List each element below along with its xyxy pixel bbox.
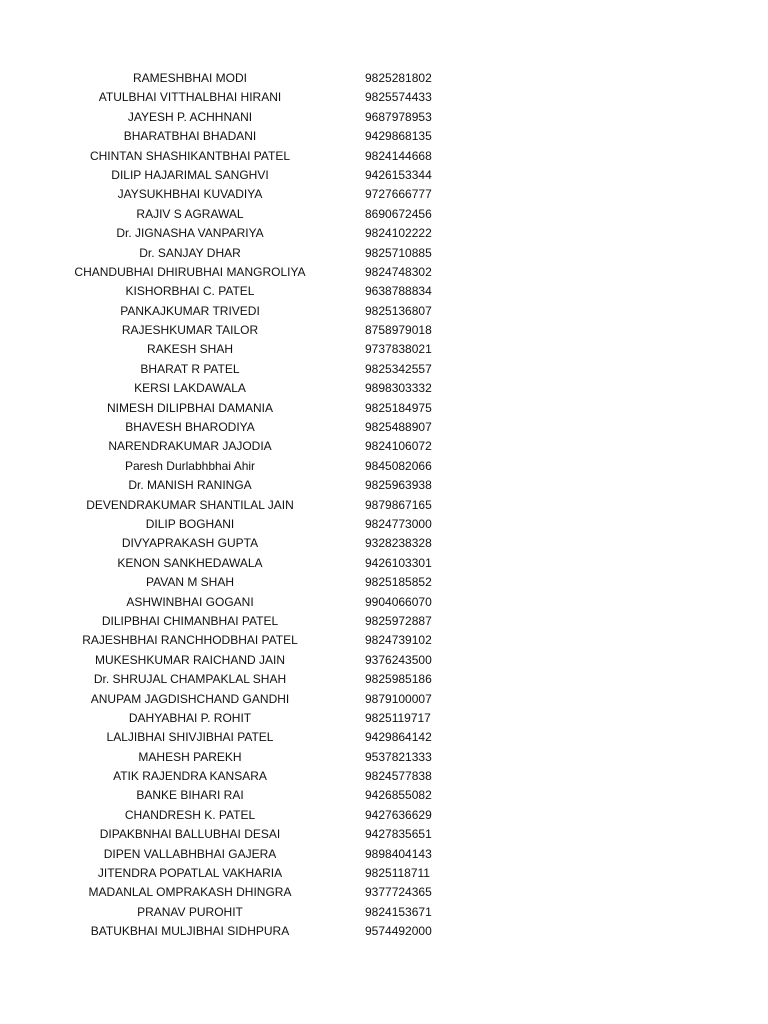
- contact-name: ATIK RAJENDRA KANSARA: [113, 769, 267, 784]
- list-item: [0, 845, 768, 864]
- contact-name: Paresh Durlabhbhai Ahir: [124, 458, 256, 473]
- list-item: [0, 69, 768, 88]
- list-item: [0, 709, 768, 728]
- list-item: [0, 340, 768, 359]
- list-item: [0, 108, 768, 127]
- list-item: [0, 864, 768, 883]
- contact-name: RAJIV S AGRAWAL: [136, 206, 244, 221]
- contact-name: NIMESH DILIPBHAI DAMANIA: [106, 400, 274, 415]
- contact-name: ATULBHAI VITTHALBHAI HIRANI: [98, 90, 282, 105]
- contact-phone: 9328238328: [365, 536, 432, 551]
- list-item: [0, 651, 768, 670]
- list-item: [0, 825, 768, 844]
- list-item: [0, 534, 768, 553]
- contact-name: BHARAT R PATEL: [140, 361, 240, 376]
- contact-name: BANKE BIHARI RAI: [136, 788, 244, 803]
- contact-name: CHINTAN SHASHIKANTBHAI PATEL: [89, 148, 291, 163]
- contact-name: PRANAV PUROHIT: [137, 904, 243, 919]
- contact-name: DIPEN VALLABHBHAI GAJERA: [103, 846, 277, 861]
- list-item: [0, 321, 768, 340]
- list-item: [0, 476, 768, 495]
- list-item: [0, 244, 768, 263]
- list-item: [0, 496, 768, 515]
- list-item: [0, 147, 768, 166]
- contact-phone: 9825574433: [365, 90, 432, 105]
- contact-phone: 9427636629: [365, 807, 432, 822]
- list-item: [0, 593, 768, 612]
- contact-name: RAMESHBHAI MODI: [132, 71, 247, 85]
- contact-name: MAHESH PAREKH: [138, 749, 242, 764]
- contact-phone: 9376243500: [365, 652, 432, 667]
- contact-phone: 9429864142: [365, 730, 432, 745]
- contact-phone: 9574492000: [365, 924, 432, 939]
- contact-name: CHANDRESH K. PATEL: [124, 807, 256, 822]
- contact-phone: 9825136807: [365, 303, 432, 318]
- contact-name: MUKESHKUMAR RAICHAND JAIN: [94, 652, 286, 667]
- contact-phone: 9825119717: [365, 710, 431, 725]
- list-item: [0, 282, 768, 301]
- contact-name: JITENDRA POPATLAL VAKHARIA: [97, 866, 283, 881]
- contact-phone: 9824577838: [365, 769, 432, 784]
- contact-phone: 9824739102: [365, 633, 432, 648]
- contact-name: DILIP BOGHANI: [145, 516, 235, 531]
- contact-name: Dr. SANJAY DHAR: [139, 245, 241, 260]
- list-item: [0, 437, 768, 456]
- contact-phone: 9427835651: [365, 827, 432, 842]
- list-item: [0, 903, 768, 922]
- contact-phone: 9825342557: [365, 361, 432, 376]
- list-item: [0, 88, 768, 107]
- contact-phone: 9825488907: [365, 420, 432, 435]
- contact-name: KISHORBHAI C. PATEL: [125, 284, 255, 299]
- list-item: [0, 127, 768, 146]
- contact-phone: 9426103301: [365, 555, 432, 570]
- contact-phone: 9426855082: [365, 788, 432, 803]
- contact-name: Dr. MANISH RANINGA: [128, 478, 252, 493]
- contact-phone: 9377724365: [365, 885, 432, 900]
- contact-phone: 9898303332: [365, 381, 432, 396]
- contact-phone: 9825281802: [365, 71, 432, 85]
- contact-name: PANKAJKUMAR TRIVEDI: [120, 303, 260, 318]
- list-item: [0, 379, 768, 398]
- contact-name: BHAVESH BHARODIYA: [125, 420, 255, 435]
- contact-name: DIVYAPRAKASH GUPTA: [121, 536, 259, 551]
- contact-phone: 9904066070: [365, 594, 432, 609]
- contact-phone: 9429868135: [365, 129, 432, 144]
- list-item: [0, 360, 768, 379]
- contact-phone: 9727666777: [365, 187, 432, 202]
- list-item: [0, 767, 768, 786]
- contact-name: KERSI LAKDAWALA: [134, 381, 246, 396]
- list-item: [0, 263, 768, 282]
- contact-name: ANUPAM JAGDISHCHAND GANDHI: [90, 691, 290, 706]
- contact-name: RAJESHKUMAR TAILOR: [121, 323, 259, 338]
- list-item: [0, 399, 768, 418]
- contact-phone: 9824106072: [365, 439, 432, 454]
- contact-phone: 8758979018: [365, 323, 432, 338]
- contact-name: PAVAN M SHAH: [145, 575, 234, 590]
- list-item: [0, 224, 768, 243]
- list-item: [0, 457, 768, 476]
- contact-phone: 9737838021: [365, 342, 432, 357]
- contact-name: DILIP HAJARIMAL SANGHVI: [111, 167, 269, 182]
- contact-phone: 9825985186: [365, 672, 432, 687]
- list-item: [0, 631, 768, 650]
- contact-phone: 9825185852: [365, 575, 432, 590]
- contact-name: DIPAKBNHAI BALLUBHAI DESAI: [99, 827, 281, 842]
- contact-name: KENON SANKHEDAWALA: [117, 555, 263, 570]
- contact-phone: 9426153344: [365, 167, 432, 182]
- list-item: [0, 515, 768, 534]
- contact-name: Dr. SHRUJAL CHAMPAKLAL SHAH: [93, 672, 287, 687]
- contact-name: NARENDRAKUMAR JAJODIA: [108, 439, 272, 454]
- list-item: [0, 166, 768, 185]
- contact-phone: 9687978953: [365, 109, 432, 124]
- list-item: [0, 806, 768, 825]
- contact-phone: 9898404143: [365, 846, 432, 861]
- contact-name: ASHWINBHAI GOGANI: [126, 594, 254, 609]
- contact-name: BATUKBHAI MULJIBHAI SIDHPURA: [90, 924, 290, 939]
- contact-phone: 9824144668: [365, 148, 432, 163]
- contact-name: DEVENDRAKUMAR SHANTILAL JAIN: [86, 497, 294, 512]
- contact-name: BHARATBHAI BHADANI: [123, 129, 257, 144]
- list-item: [0, 728, 768, 747]
- list-item: [0, 883, 768, 902]
- contact-list: [0, 69, 768, 942]
- contact-name: DAHYABHAI P. ROHIT: [128, 710, 252, 725]
- list-item: [0, 418, 768, 437]
- contact-phone: 9824748302: [365, 264, 432, 279]
- contact-phone: 9879100007: [365, 691, 432, 706]
- contact-phone: 9825118711: [365, 866, 430, 881]
- contact-name: DILIPBHAI CHIMANBHAI PATEL: [101, 613, 279, 628]
- contact-name: MADANLAL OMPRAKASH DHINGRA: [88, 885, 292, 900]
- contact-phone: 9825184975: [365, 400, 432, 415]
- contact-name: JAYESH P. ACHHNANI: [127, 109, 253, 124]
- list-item: [0, 554, 768, 573]
- contact-name: RAKESH SHAH: [146, 342, 234, 357]
- contact-phone: 9537821333: [365, 749, 432, 764]
- contact-phone: 9879867165: [365, 497, 432, 512]
- list-item: [0, 922, 768, 941]
- contact-phone: 9638788834: [365, 284, 432, 299]
- list-item: [0, 205, 768, 224]
- contact-name: Dr. JIGNASHA VANPARIYA: [116, 226, 264, 241]
- contact-name: JAYSUKHBHAI KUVADIYA: [117, 187, 263, 202]
- contact-phone: 9825710885: [365, 245, 432, 260]
- contact-phone: 9825963938: [365, 478, 432, 493]
- list-item: [0, 690, 768, 709]
- contact-phone: 9824102222: [365, 226, 432, 241]
- list-item: [0, 612, 768, 631]
- contact-name: LALJIBHAI SHIVJIBHAI PATEL: [106, 730, 274, 745]
- contact-phone: 9824153671: [365, 904, 432, 919]
- contact-phone: 9845082066: [365, 458, 432, 473]
- list-item: [0, 786, 768, 805]
- contact-phone: 9825972887: [365, 613, 432, 628]
- list-item: [0, 748, 768, 767]
- list-item: [0, 670, 768, 689]
- list-item: [0, 573, 768, 592]
- contact-phone: 9824773000: [365, 516, 432, 531]
- contact-name: CHANDUBHAI DHIRUBHAI MANGROLIYA: [74, 264, 306, 279]
- list-item: [0, 185, 768, 204]
- contact-name: RAJESHBHAI RANCHHODBHAI PATEL: [82, 633, 298, 648]
- contact-phone: 8690672456: [365, 206, 432, 221]
- list-item: [0, 302, 768, 321]
